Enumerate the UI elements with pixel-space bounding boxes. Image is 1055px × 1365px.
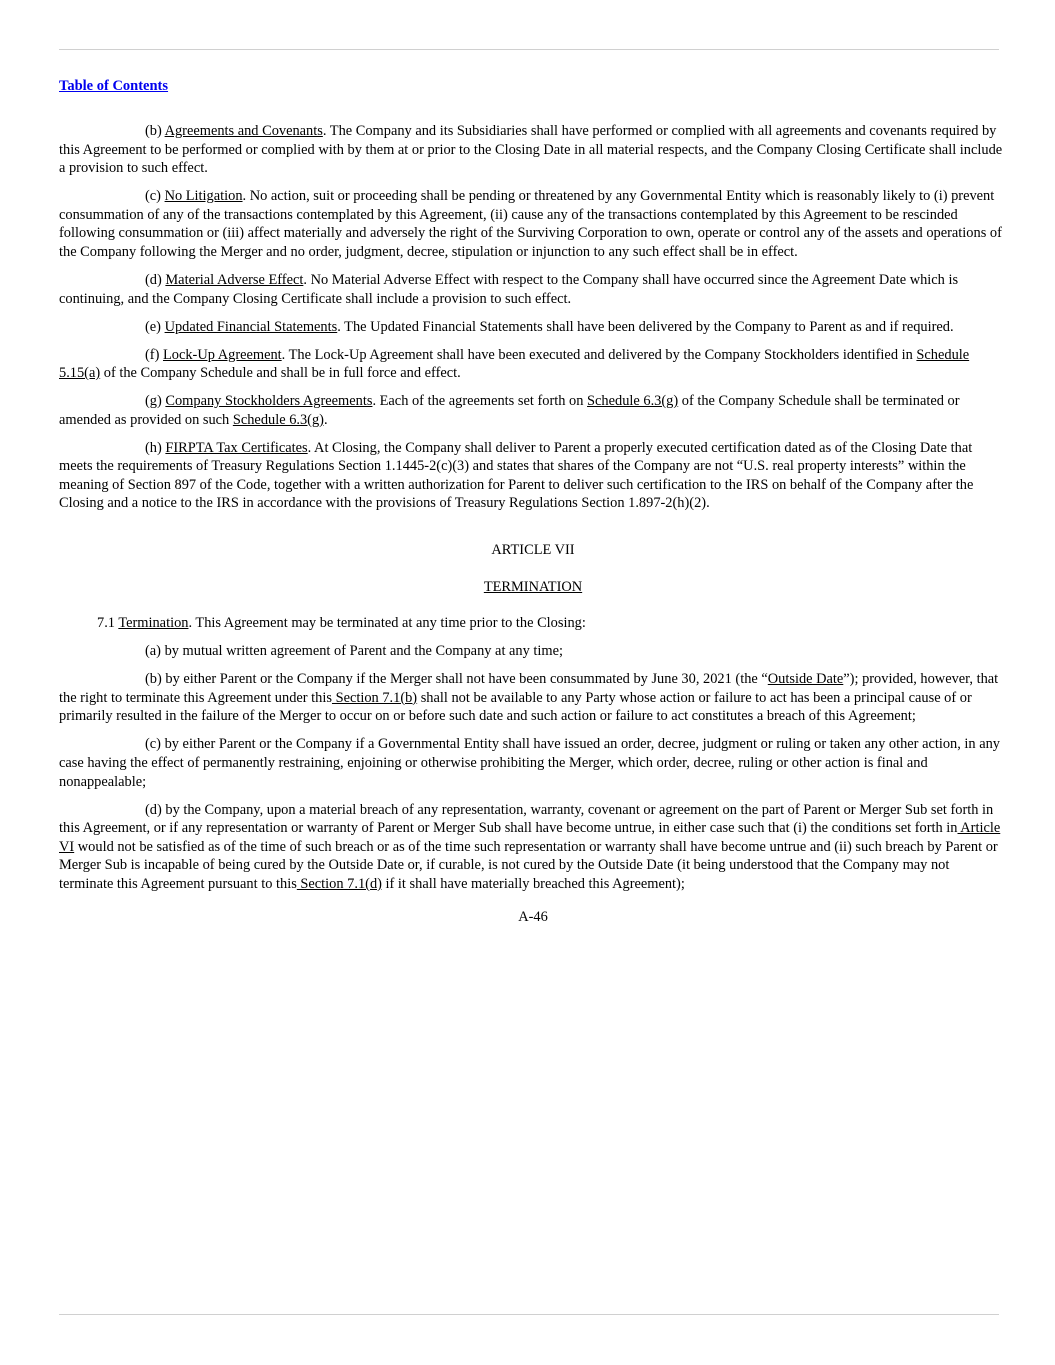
paragraph-text: . At Closing, the Company shall deliver to Parent a properly executed certification dated as of the Closing Date that meets the requirements of Treasury Regulations Section 1.1445-2(c)(3) and states that shares of the Company are not “U.S. real property interests” within the meaning of Section 897 of the Code, together with a written authorization for Parent to deliver such certification to the IRS on behalf of the Company after the Closing and a notice to the IRS in accordance with the provisions of Treasury Regulations Section 1.897-2(h)(2). [59,439,974,512]
clause-text: ”); provided, however, that the right to terminate this Agreement under this [59,671,999,706]
section-7-1d-ref: Section 7.1(d) [296,875,382,892]
paragraph-prefix: (e) [145,318,165,335]
schedule-6-3g-ref: Schedule 6.3(g) [232,411,324,428]
paragraph-text: . The Updated Financial Statements shall have been delivered by the Company to Parent as and if required. [337,318,954,335]
paragraph-prefix: (g) [145,393,166,410]
section-7-1-termination [59,614,1007,633]
page-number: A-46 [518,908,548,925]
termination-clause-a: (a) by mutual written agreement of Parent and the Company at any time; [145,643,563,660]
schedule-5-15a-ref: Schedule 5.15(a) [59,346,970,382]
paragraph-prefix: (c) [145,188,165,205]
paragraph-text: . [323,411,328,428]
paragraph-text: . The Lock-Up Agreement shall have been executed and delivered by the Company Stockholders identified in [281,346,917,363]
paragraph-prefix: (h) [145,439,166,456]
paragraph-e-updated-financial-statements [59,318,1007,337]
paragraph-b-agreements-covenants [59,122,1007,178]
document-body [59,122,1007,935]
termination-clause-c: (c) by either Parent or the Company if a Governmental Entity shall have issued an order, decree, judgment or ruling or taken any other action, in any case having the effect of permanently restraining, enjoining or otherwise prohibiting the Merger, which order, decree, ruling or other action is final and nonappealable; [59,736,1000,790]
paragraph-d-material-adverse-effect [59,271,1007,308]
clause-text: would not be satisfied as of the time of such breach or as of the time such representation or warranty shall have become untrue and (ii) such breach by Parent or Merger Sub is incapable of being cured by the Outside Date or, if curable, is not cured by the Outside Date (it being understood that the Company may not terminate this Agreement pursuant to this [59,838,998,892]
paragraph-prefix: (b) [145,123,165,139]
paragraph-title: Updated Financial Statements [164,318,338,335]
paragraph-title: No Litigation [164,188,243,205]
paragraph-text: . No action, suit or proceeding shall be pending or threatened by any Governmental Entity which is reasonably likely to (i) prevent consummation of any of the transactions contemplated by this Agreement, (ii) cause any of the transactions contemplated by this Agreement to be rescinded following consummation or (iii) affect materially and adversely the right of the Surviving Corporation to own, operate or control any of the assets and operations of the Company following the Merger and no order, judgment, decree, stipulation or injunction to any such effect shall be in effect. [59,188,1002,260]
paragraph-text: . No Material Adverse Effect with respect to the Company shall have occurred since the Agreement Date which is continuing, and the Company Closing Certificate shall include a provision to such effect. [59,271,959,307]
clause-text: (b) by either Parent or the Company if the Merger shall not have been consummated by June 30, 2021 (the “ [145,671,768,688]
bottom-divider [59,1314,999,1315]
table-of-contents-link[interactable]: Table of Contents [59,78,169,94]
clause-text: (d) by the Company, upon a material breach of any representation, warranty, covenant or agreement on the part of Parent or Merger Sub set forth in this Agreement, or if any representation or warranty of Parent or Merger Sub shall have become untrue, in either case such that (i) the conditions set forth in [59,801,994,837]
top-divider [59,49,999,50]
termination-clause-d [59,801,1007,894]
paragraph-prefix: (d) [145,271,166,288]
article-title: TERMINATION [483,578,583,595]
section-prefix: 7.1 [97,615,119,632]
paragraph-title: Material Adverse Effect [165,271,304,288]
schedule-6-3g-ref: Schedule 6.3(g) [587,393,679,410]
paragraph-text: of the Company Schedule shall be terminated or amended as provided on such [59,393,960,428]
termination-clause-b [59,670,1007,726]
clause-text: shall not be available to any Party whose action or failure to act has been a principal cause of or primarily resulted in the failure of the Merger to occur on or before such date and such action or failure to act constitutes a breach of this Agreement; [59,689,972,725]
outside-date-term: Outside Date [767,671,844,688]
article-number: ARTICLE VII [491,542,575,559]
paragraph-g-company-stockholders-agreements [59,392,1007,429]
paragraph-title: Company Stockholders Agreements [165,393,373,410]
section-title: Termination [118,615,189,632]
article-vi-ref: Article VI [59,820,1001,855]
paragraph-title: Agreements and Covenants [164,123,323,139]
paragraph-h-firpta-tax-certificates [59,439,1007,513]
paragraph-c-no-litigation [59,187,1007,261]
paragraph-prefix: (f) [145,346,163,363]
section-7-1b-ref: Section 7.1(b) [331,689,418,706]
clause-text: if it shall have materially breached this Agreement); [381,875,685,892]
paragraph-text: of the Company Schedule and shall be in full force and effect. [100,365,461,382]
paragraph-title: Lock-Up Agreement [162,346,282,363]
section-text: . This Agreement may be terminated at any time prior to the Closing: [188,615,586,632]
paragraph-text: . The Company and its Subsidiaries shall have performed or complied with all agreements and covenants required by this Agreement to be performed or complied with by them at or prior to the Closing Date in all material respects, and the Company Closing Certificate shall include a provision to such effect. [59,123,1003,177]
paragraph-f-lock-up-agreement [59,346,1007,383]
paragraph-title: FIRPTA Tax Certificates [165,439,308,456]
paragraph-text: . Each of the agreements set forth on [372,393,588,410]
